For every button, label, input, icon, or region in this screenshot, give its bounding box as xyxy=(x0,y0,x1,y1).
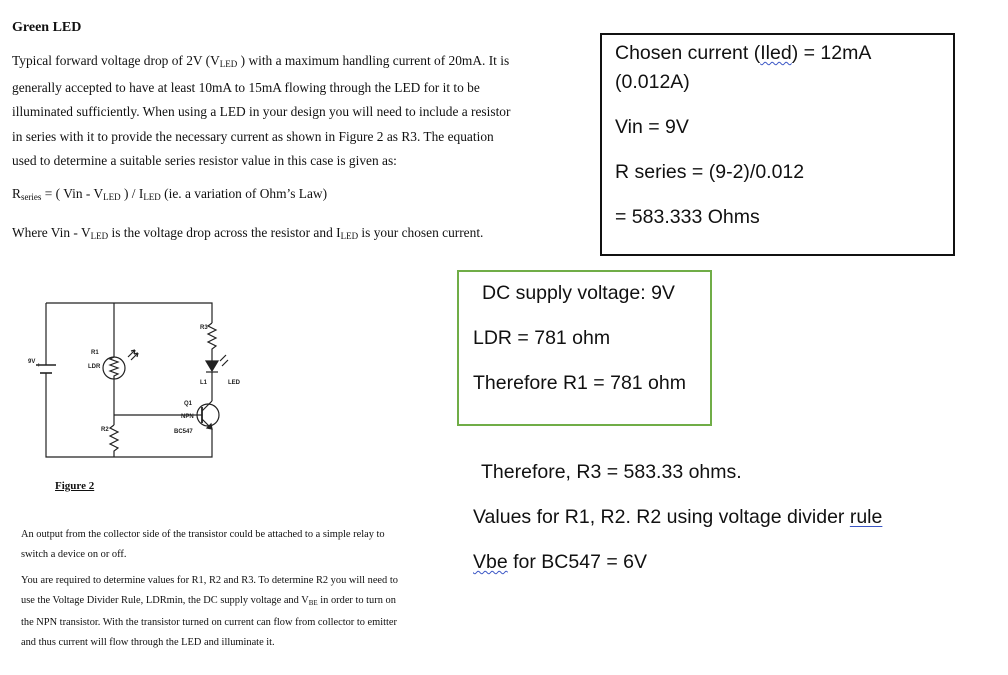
r3-result-text: Therefore, R3 = 583.33 ohms. xyxy=(481,461,742,483)
para-line: An output from the collector side of the transistor could be attached to a simple relay to xyxy=(21,529,385,540)
where-explanation: Where Vin - $V_{LED}$ is the voltage drop across the resistor and $I_{LED}$ is your chosen current. xyxy=(12,225,484,241)
transistor-collector xyxy=(202,401,212,411)
box1-line: = 583.333 Ohms xyxy=(615,206,760,228)
label-l1: L1 xyxy=(200,380,208,386)
para-line: You are required to determine values for R1, R2 and R3. To determine R2 you will need to xyxy=(21,575,398,586)
para-line: and thus current will flow through the LED and illuminate it. xyxy=(21,637,275,648)
para-line: the NPN transistor. With the transistor turned on current can flow from collector to emitter xyxy=(21,617,397,628)
label-r1: R1 xyxy=(91,350,99,356)
label-9v: 9V xyxy=(28,359,36,365)
led-light-arrows xyxy=(220,355,228,366)
vbe-note-text: Vbe for BC547 = 6V xyxy=(473,551,647,573)
box1-line: (0.012A) xyxy=(615,71,690,93)
label-bc547: BC547 xyxy=(174,429,193,435)
values-note-text: Values for R1, R2. R2 using voltage divider rule xyxy=(473,506,883,528)
led-description-paragraph xyxy=(12,49,552,173)
label-plus: + xyxy=(37,363,41,369)
top-wire xyxy=(46,303,212,323)
para-line: Typical forward voltage drop of 2V ($V_{LED}$ ) with a maximum handling current of 20mA. It is xyxy=(12,53,510,69)
label-q1: Q1 xyxy=(184,401,193,407)
requirements-paragraph xyxy=(21,571,441,653)
label-r3: R3 xyxy=(200,325,208,331)
label-npn: NPN xyxy=(181,414,194,420)
para-line: switch a device on or off. xyxy=(21,549,127,560)
series-resistor-equation: $R_{series}$ = ( Vin - $V_{LED}$ ) / $I_{LED}$ (ie. a variation of Ohm’s Law) xyxy=(12,186,328,202)
para-line: in series with it to provide the necessary current as shown in Figure 2 as R3. The equation xyxy=(12,128,494,144)
para-line: use the Voltage Divider Rule, LDRmin, the DC supply voltage and $V_{BE}$ in order to turn on xyxy=(21,595,396,607)
ldr-light-arrows xyxy=(128,350,138,360)
led-triangle xyxy=(206,361,218,371)
label-led: LED xyxy=(228,380,240,386)
box1-line: R series = (9-2)/0.012 xyxy=(615,161,805,183)
para-line: illuminated sufficiently. When using a LED in your design you will need to include a resistor xyxy=(12,104,511,120)
box2-line: Therefore R1 = 781 ohm xyxy=(473,372,686,394)
section-heading: Green LED xyxy=(12,20,82,35)
box1-line: Vin = 9V xyxy=(615,116,689,138)
box2-line: LDR = 781 ohm xyxy=(473,327,611,349)
para-line: generally accepted to have at least 10mA to 15mA flowing through the LED for it to be xyxy=(12,80,480,96)
ldr-resistor xyxy=(110,351,118,385)
r2-resistor xyxy=(110,425,118,457)
label-r2: R2 xyxy=(101,427,109,433)
label-ldr: LDR xyxy=(88,364,101,370)
r3-resistor xyxy=(208,323,216,361)
para-line: used to determine a suitable series resistor value in this case is given as: xyxy=(12,152,397,168)
figure-label: Figure 2 xyxy=(55,480,95,492)
box1-line: Chosen current (Iled) = 12mA xyxy=(615,42,872,64)
box2-line: DC supply voltage: 9V xyxy=(482,282,675,304)
output-paragraph xyxy=(21,525,441,565)
circuit-diagram xyxy=(28,295,238,470)
